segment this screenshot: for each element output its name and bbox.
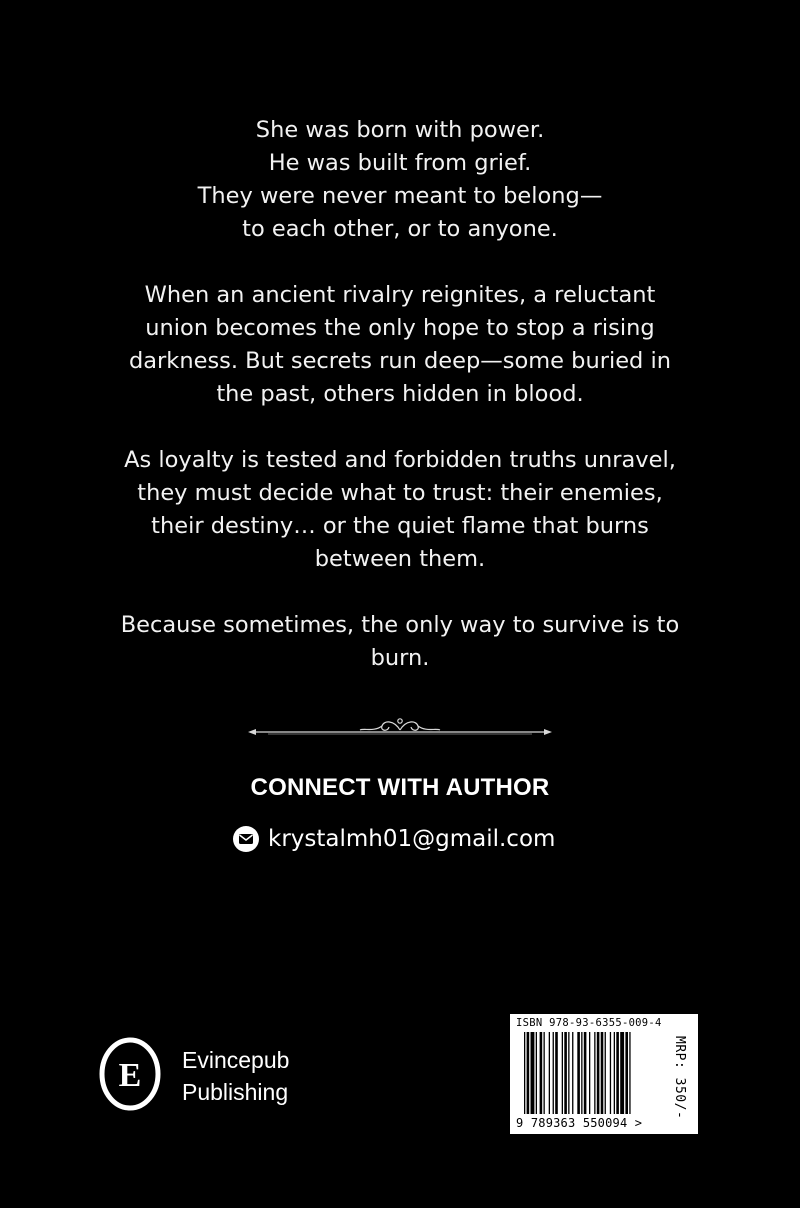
connect-heading: CONNECT WITH AUTHOR bbox=[250, 774, 550, 801]
blurb-line: between them. bbox=[314, 546, 486, 572]
blurb-stanza-1 bbox=[0, 114, 800, 246]
blurb-line: union becomes the only hope to stop a rising bbox=[145, 315, 655, 341]
barcode-bar bbox=[581, 1032, 582, 1114]
blurb-stanza-4 bbox=[0, 609, 800, 675]
barcode-bar bbox=[564, 1032, 567, 1114]
isbn-label: ISBN 978-93-6355-009-4 bbox=[516, 1017, 662, 1029]
barcode-bar bbox=[605, 1032, 606, 1114]
blurb-line: their destiny… or the quiet flame that burns bbox=[151, 513, 649, 539]
barcode-bars bbox=[524, 1032, 664, 1114]
blurb-line: Because sometimes, the only way to survive is to bbox=[120, 612, 680, 638]
back-cover-blurb bbox=[0, 114, 800, 708]
barcode-bar bbox=[524, 1032, 525, 1114]
barcode-bar bbox=[610, 1032, 611, 1114]
isbn-barcode bbox=[510, 1014, 698, 1134]
publisher-name bbox=[182, 1044, 289, 1108]
barcode-bar bbox=[555, 1032, 558, 1114]
publisher-logo-icon bbox=[98, 1036, 162, 1112]
barcode-bar bbox=[620, 1032, 624, 1114]
barcode-digits: 9 789363 550094 > bbox=[516, 1116, 643, 1130]
envelope-icon bbox=[232, 825, 260, 853]
logo-letter: E bbox=[118, 1057, 142, 1094]
barcode-bar bbox=[601, 1032, 604, 1114]
author-email-row bbox=[232, 822, 555, 856]
barcode-bar bbox=[527, 1032, 530, 1114]
barcode-bar bbox=[540, 1032, 543, 1114]
blurb-line: the past, others hidden in blood. bbox=[216, 381, 584, 407]
barcode-bar bbox=[584, 1032, 587, 1114]
barcode-bar bbox=[562, 1032, 563, 1114]
blurb-line: darkness. But secrets run deep—some buried in bbox=[128, 348, 671, 374]
blurb-line: When an ancient rivalry reignites, a reluctant bbox=[144, 282, 656, 308]
ornament-divider-icon bbox=[248, 712, 552, 738]
price-label: MRP: 350/- bbox=[672, 1036, 687, 1120]
barcode-bar bbox=[597, 1032, 600, 1114]
barcode-bar bbox=[589, 1032, 590, 1114]
barcode-bar bbox=[568, 1032, 569, 1114]
barcode-bar bbox=[553, 1032, 554, 1114]
blurb-line: they must decide what to trust: their enemies, bbox=[137, 480, 663, 506]
author-email[interactable]: krystalmh01@gmail.com bbox=[268, 826, 556, 852]
blurb-stanza-2 bbox=[0, 279, 800, 411]
barcode-bar bbox=[572, 1032, 573, 1114]
barcode-bar bbox=[536, 1032, 537, 1114]
blurb-line: She was born with power. bbox=[255, 117, 545, 143]
barcode-bar bbox=[614, 1032, 615, 1114]
barcode-bar bbox=[549, 1032, 550, 1114]
blurb-line: burn. bbox=[370, 645, 430, 671]
barcode-bar bbox=[544, 1032, 545, 1114]
barcode-bar bbox=[531, 1032, 535, 1114]
blurb-line: As loyalty is tested and forbidden truths unravel, bbox=[124, 447, 676, 473]
blurb-line: They were never meant to belong— bbox=[197, 183, 603, 209]
publisher-name-line: Evincepub bbox=[182, 1047, 290, 1073]
barcode-bar bbox=[594, 1032, 595, 1114]
publisher-name-line: Publishing bbox=[182, 1079, 289, 1105]
blurb-stanza-3 bbox=[0, 444, 800, 576]
barcode-bar bbox=[625, 1032, 628, 1114]
barcode-bar bbox=[577, 1032, 580, 1114]
barcode-bar bbox=[616, 1032, 619, 1114]
blurb-line: He was built from grief. bbox=[268, 150, 532, 176]
blurb-line: to each other, or to anyone. bbox=[242, 216, 558, 242]
barcode-bar bbox=[629, 1032, 630, 1114]
